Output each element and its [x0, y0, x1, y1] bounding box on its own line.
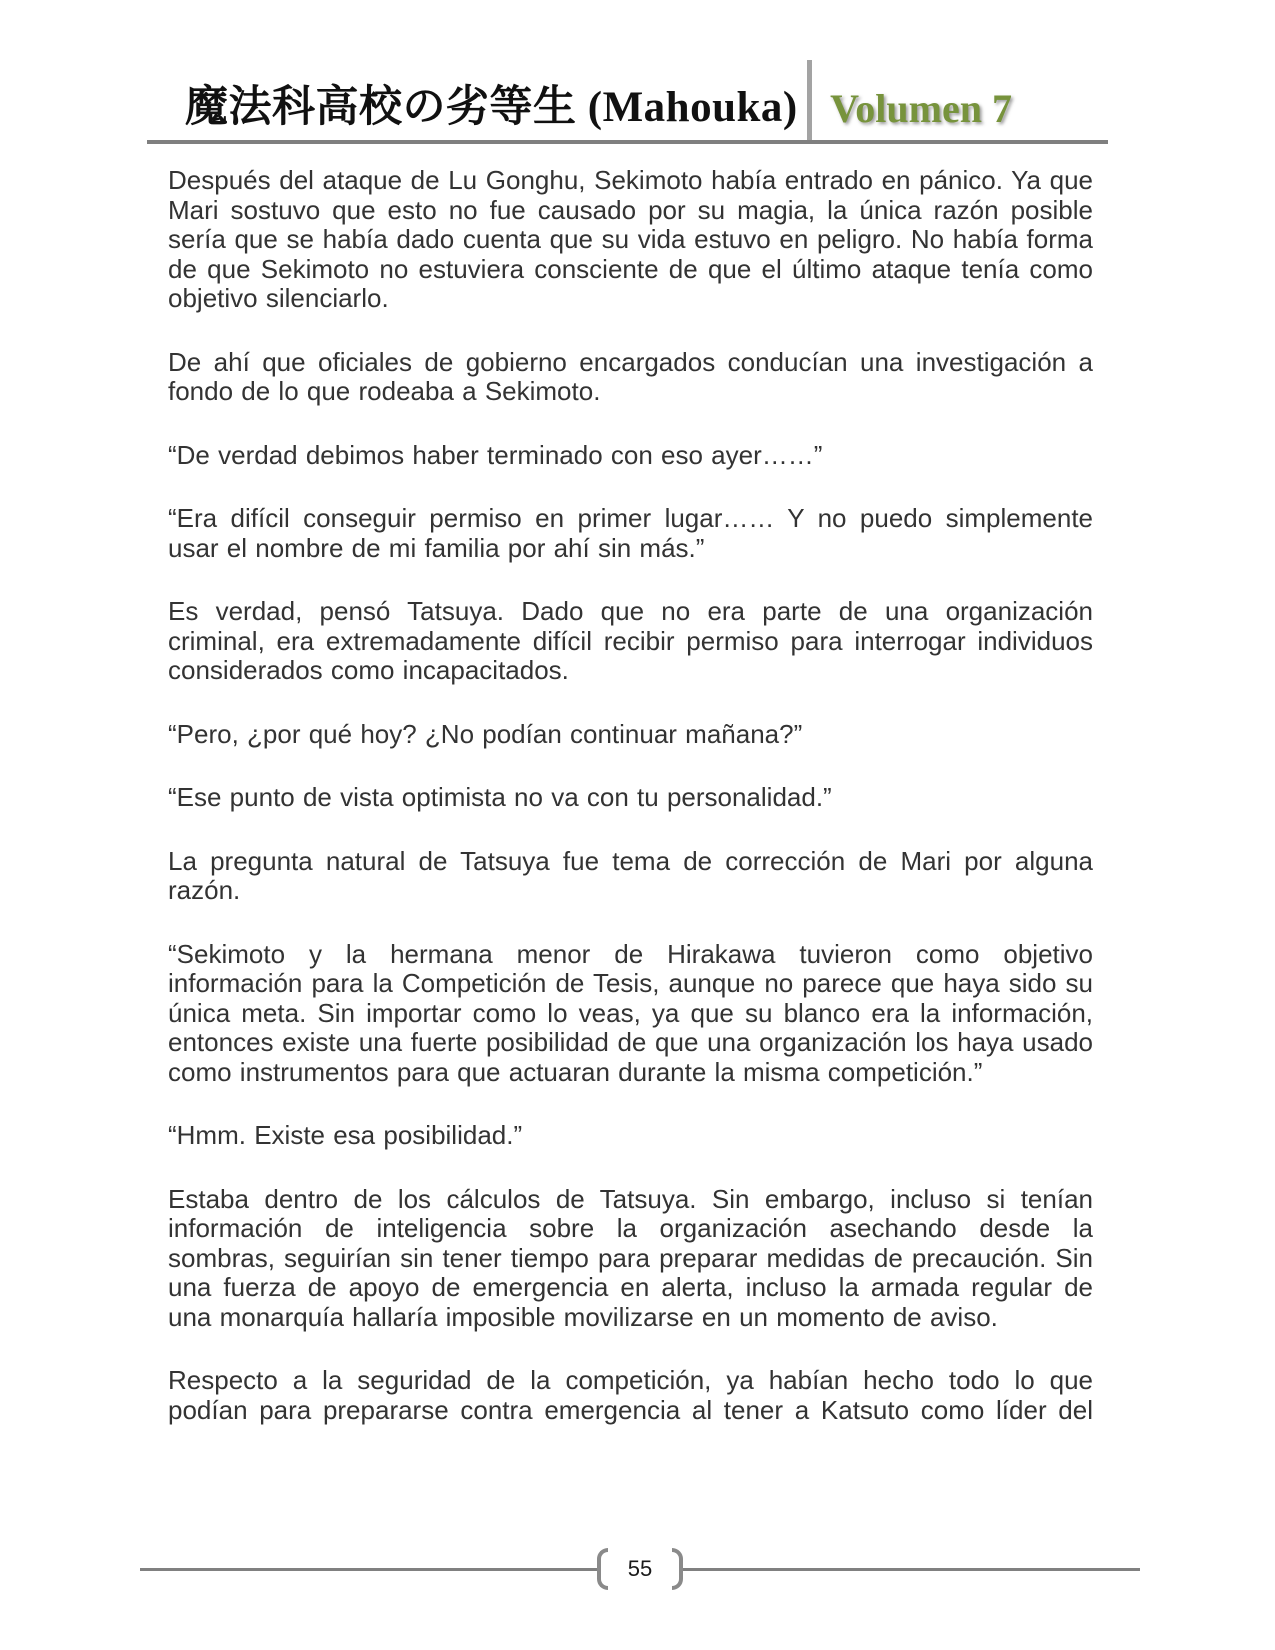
page-footer	[140, 1544, 1140, 1594]
right-bracket-decoration	[672, 1548, 683, 1590]
dialogue-paragraph: “Hmm. Existe esa posibilidad.”	[168, 1120, 523, 1150]
dialogue-paragraph: “Era difícil conseguir permiso en primer lugar…… Y no puedo simplemente usar el nombre de mi familia por ahí sin más.”	[168, 503, 1093, 563]
footer-rule-right	[683, 1568, 1140, 1571]
page-number-group	[597, 1548, 683, 1590]
left-bracket-decoration	[597, 1548, 608, 1590]
book-title: 魔法科高校の劣等生 (Mahouka)	[185, 84, 798, 131]
paragraph: De ahí que oficiales de gobierno encargados conducían una investigación a fondo de lo que rodeaba a Sekimoto.	[168, 346, 1093, 406]
paragraph: Es verdad, pensó Tatsuya. Dado que no era parte de una organización criminal, era extremadamente difícil recibir permiso para interrogar individuos considerados como incapacitados.	[168, 596, 1093, 685]
dialogue-paragraph: “Ese punto de vista optimista no va con tu personalidad.”	[168, 782, 832, 812]
dialogue-paragraph: “De verdad debimos haber terminado con eso ayer……”	[168, 439, 823, 470]
dialogue-paragraph: “Pero, ¿por qué hoy? ¿No podían continuar mañana?”	[168, 718, 803, 749]
paragraph: La pregunta natural de Tatsuya fue tema de corrección de Mari por alguna razón.	[168, 845, 1093, 905]
paragraph: Después del ataque de Lu Gonghu, Sekimoto había entrado en pánico. Ya que Mari sostuvo que esto no fue causado por su magia, la única razón posible sería que se había dado cuenta que su vida estuvo en peligro. No había forma de que Sekimoto no estuviera consciente de que el último ataque tenía como objetivo silenciarlo.	[168, 165, 1093, 313]
paragraph: Respecto a la seguridad de la competición, ya habían hecho todo lo que podían para prepararse contra emergencia al tener a Katsuto como líder del	[168, 1365, 1093, 1425]
paragraph: Estaba dentro de los cálculos de Tatsuya. Sin embargo, incluso si tenían información de inteligencia sobre la organización asechando desde la sombras, seguirían sin tener tiempo para preparar medidas de precaución. Sin una fuerza de apoyo de emergencia en alerta, incluso la armada regular de una monarquía hallaría imposible movilizarse en un momento de aviso.	[168, 1183, 1093, 1332]
page-header	[147, 58, 1108, 144]
page-body	[168, 166, 1093, 1459]
footer-rule-left	[140, 1568, 597, 1571]
dialogue-paragraph: “Sekimoto y la hermana menor de Hirakawa tuvieron como objetivo información para la Competición de Tesis, aunque no parece que haya sido su única meta. Sin importar como lo veas, ya que su blanco era la información, entonces existe una fuerte posibilidad de que una organización los haya usado como instrumentos para que actuaran durante la misma competición.”	[168, 938, 1093, 1087]
volume-label: Volumen 7	[830, 86, 1012, 131]
page-number: 55	[627, 1556, 653, 1581]
header-vertical-divider	[807, 60, 812, 140]
